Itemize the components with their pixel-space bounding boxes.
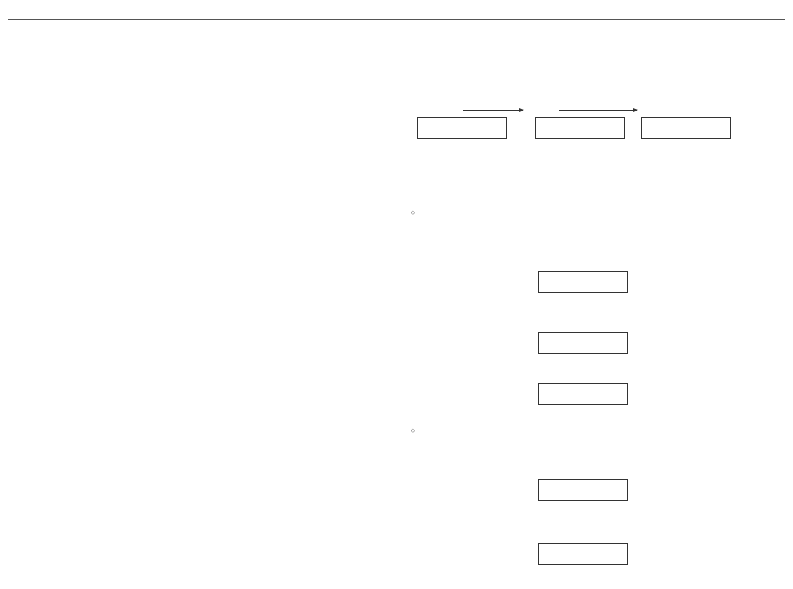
flow-arrow-2: [559, 110, 637, 111]
format-title: [411, 210, 415, 216]
system-version-box: [417, 117, 507, 139]
backup-title: [411, 428, 415, 434]
header-rule: [8, 19, 785, 20]
version-section: [411, 30, 783, 57]
diamond-icon: ◇: [411, 429, 415, 434]
lcd-format-confirm: [538, 271, 628, 293]
version-flow: [411, 107, 783, 163]
lcd-backup-confirm: [538, 479, 628, 501]
version-heading: [411, 30, 783, 42]
lcd-format-complete: [538, 383, 628, 405]
diamond-icon: ◇: [411, 211, 415, 216]
lcd-processing-2: [538, 543, 628, 565]
lcd-processing: [538, 332, 628, 354]
data-version-box: [641, 117, 731, 139]
flow-arrow-1: [463, 110, 523, 111]
cpu-version-box: [535, 117, 625, 139]
